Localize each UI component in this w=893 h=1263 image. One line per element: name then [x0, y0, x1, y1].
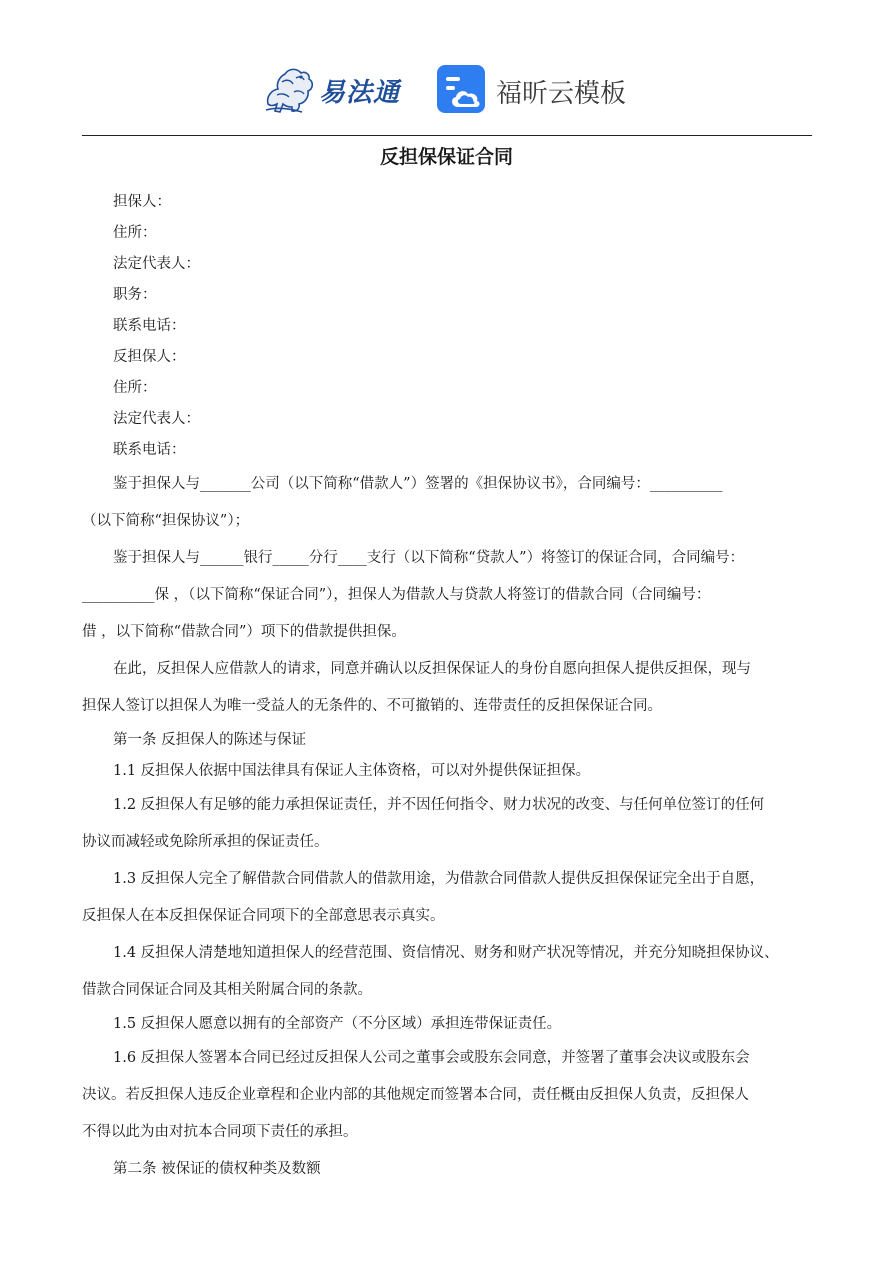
fuxin-cloud-template-logo	[436, 64, 636, 118]
header-divider	[82, 135, 812, 136]
paragraph-line: 担保人签订以担保人为唯一受益人的无条件的、不可撤销的、连带责任的反担保保证合同。	[82, 698, 662, 714]
clause-1-5: 1.5 反担保人愿意以拥有的全部资产（不分区域）承担连带保证责任。	[113, 1016, 562, 1032]
clause-1-2-cont: 协议而减轻或免除所承担的保证责任。	[82, 834, 329, 850]
yifatong-logo	[262, 62, 412, 116]
logo1-text: 易法通	[319, 78, 401, 108]
clause-1-6-cont: 决议。若反担保人违反企业章程和企业内部的其他规定而签署本合同，责任概由反担保人负责，反担保人	[82, 1087, 749, 1103]
clause-1-6: 1.6 反担保人签署本合同已经过反担保人公司之董事会或股东会同意，并签署了董事会决议或股东会	[113, 1050, 750, 1066]
party-counter-guarantor-phone: 联系电话：	[113, 442, 186, 458]
clause-1-6-cont: 不得以此为由对抗本合同项下责任的承担。	[82, 1124, 358, 1140]
party-guarantor-address: 住所：	[113, 225, 157, 241]
paragraph-line: 在此，反担保人应借款人的请求，同意并确认以反担保保证人的身份自愿向担保人提供反担保，现与	[113, 661, 751, 677]
party-counter-guarantor-address: 住所：	[113, 380, 157, 396]
clause-1-3-cont: 反担保人在本反担保保证合同项下的全部意思表示真实。	[82, 908, 445, 924]
paragraph-line: __________保 ，（以下简称“保证合同”），担保人为借款人与贷款人将签订的借款合同（合同编号：	[82, 587, 711, 603]
party-counter-guarantor: 反担保人：	[113, 349, 186, 365]
party-guarantor: 担保人：	[113, 194, 171, 210]
clause-1-1: 1.1 反担保人依据中国法律具有保证人主体资格，可以对外提供保证担保。	[113, 763, 591, 779]
document-body	[82, 187, 812, 1188]
article-2-heading: 第二条 被保证的债权种类及数额	[113, 1161, 321, 1177]
document-title: 反担保保证合同	[379, 146, 513, 168]
clause-1-3: 1.3 反担保人完全了解借款合同借款人的借款用途，为借款合同借款人提供反担保保证完全出于自愿，	[113, 871, 765, 887]
document-cloud-icon	[436, 64, 488, 116]
party-guarantor-phone: 联系电话：	[113, 318, 186, 334]
paragraph-line: 鉴于担保人与_______公司（以下简称“借款人”）签署的《担保协议书》，合同编号：__________	[113, 476, 723, 492]
paragraph-line: （以下简称“担保协议”）；	[82, 513, 250, 529]
paragraph-line: 借 ，以下简称“借款合同”）项下的借款提供担保。	[82, 624, 406, 640]
clause-1-4: 1.4 反担保人清楚地知道担保人的经营范围、资信情况、财务和财产状况等情况，并充分知晓担保协议、	[113, 945, 779, 961]
document-header	[0, 58, 893, 122]
party-guarantor-position: 职务：	[113, 287, 157, 303]
article-1-heading: 第一条 反担保人的陈述与保证	[113, 732, 307, 748]
qilin-emblem-icon	[262, 62, 318, 116]
party-counter-guarantor-legal-rep: 法定代表人：	[113, 411, 200, 427]
logo2-text: 福昕云模板	[496, 79, 627, 109]
paragraph-line: 鉴于担保人与______银行_____分行____支行（以下简称“贷款人”）将签订的保证合同，合同编号：	[113, 550, 745, 566]
clause-1-2: 1.2 反担保人有足够的能力承担保证责任，并不因任何指令、财力状况的改变、与任何单位签订的任何	[113, 797, 765, 813]
party-guarantor-legal-rep: 法定代表人：	[113, 256, 200, 272]
clause-1-4-cont: 借款合同保证合同及其相关附属合同的条款。	[82, 982, 372, 998]
